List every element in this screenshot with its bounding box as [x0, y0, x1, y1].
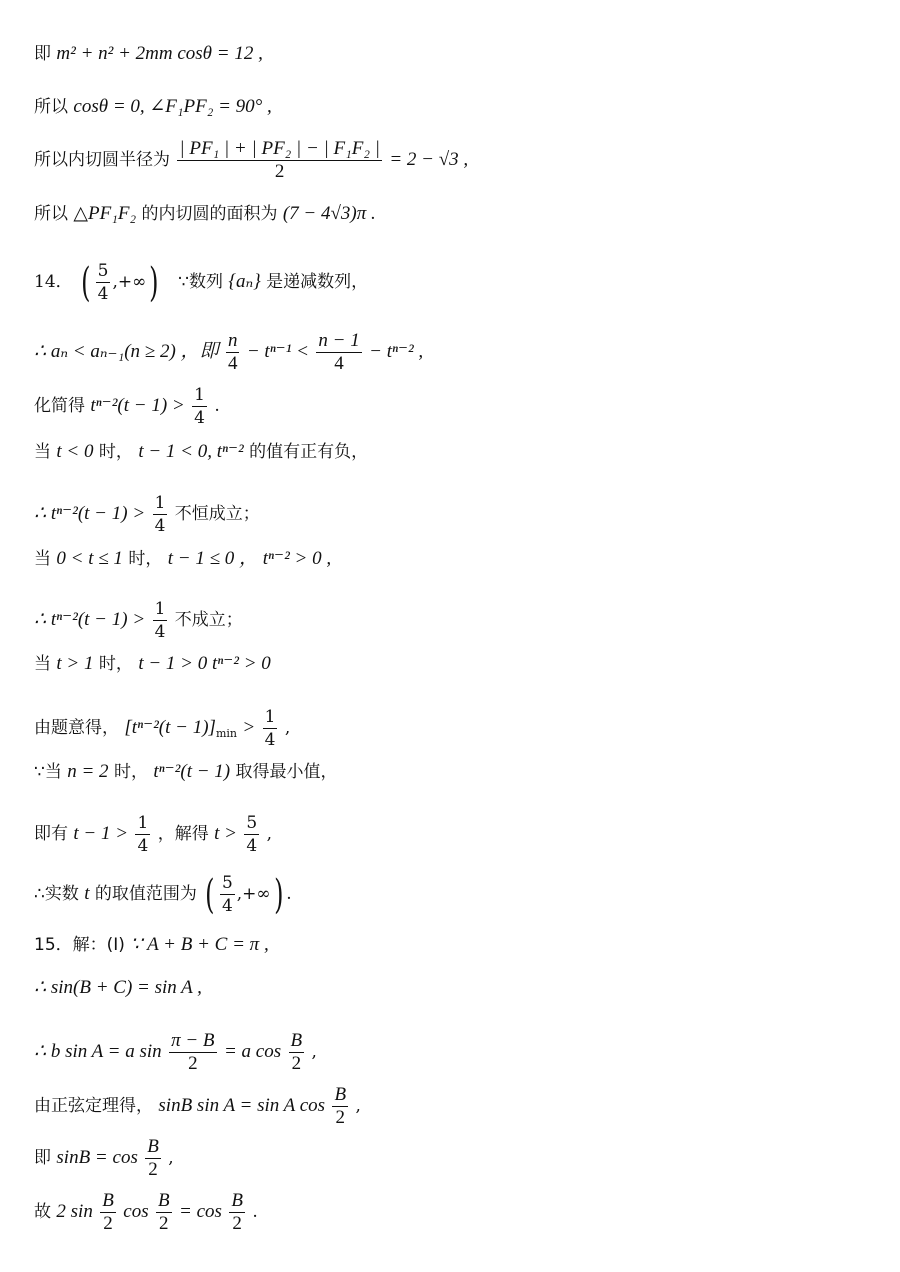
text: 当: [34, 654, 51, 674]
denominator: 2: [188, 1053, 198, 1074]
line-16: [34, 872, 292, 917]
line-1: [34, 44, 263, 64]
fraction: [289, 1030, 305, 1075]
denominator: 2: [159, 1213, 169, 1234]
numerator: 1: [264, 707, 276, 727]
text: 的内切圆的面积为: [141, 204, 278, 224]
fraction: [100, 1190, 116, 1235]
fraction: [244, 812, 259, 857]
question-number: 14．: [34, 272, 73, 292]
question-15-header: [34, 935, 269, 955]
fraction: [332, 1084, 348, 1129]
fraction: [192, 384, 207, 429]
numerator: π − B: [171, 1030, 215, 1051]
denominator: 4: [264, 730, 276, 750]
text: 的值有正有负，: [249, 442, 369, 462]
text: 由题意得，: [34, 718, 119, 738]
text: 取得最小值，: [235, 762, 338, 782]
comma: ,: [266, 824, 273, 844]
formula: cos: [123, 1201, 149, 1222]
formula: (7 − 4√3)π .: [282, 203, 376, 224]
line-22: [34, 1190, 258, 1235]
text: 即有: [34, 824, 68, 844]
line-12: [34, 654, 271, 674]
line-10: [34, 549, 331, 569]
text: 是递减数列，: [266, 272, 369, 292]
formula: m² + n² + 2mm cosθ = 12 ,: [56, 43, 263, 64]
numerator: B: [147, 1136, 159, 1157]
formula: sinB = cos: [56, 1147, 138, 1168]
denominator: 2: [103, 1213, 113, 1234]
denominator: 2: [274, 161, 285, 182]
denominator: 4: [334, 353, 344, 374]
fraction: [153, 598, 168, 643]
text: 即: [34, 44, 51, 64]
line-9: [34, 492, 260, 537]
numerator: 1: [137, 813, 149, 833]
line-11: [34, 598, 243, 643]
fraction: [169, 1030, 216, 1075]
formula: sinB sin A = sin A cos: [158, 1095, 326, 1116]
formula: − tⁿ⁻¹ <: [246, 341, 309, 362]
text: ∵数列: [178, 272, 223, 292]
numerator: | PF₁ | + | PF₂ | − | F₁F₂ |: [179, 138, 380, 159]
text: 时，: [98, 442, 133, 462]
numerator: 5: [97, 261, 109, 281]
period: .: [252, 1202, 258, 1222]
text: 当: [34, 442, 51, 462]
formula: ∴ aₙ < aₙ₋₁(n ≥ 2) ，即: [34, 341, 219, 362]
formula: − tⁿ⁻² ,: [369, 341, 424, 362]
text: ∴实数: [34, 884, 79, 904]
fraction: [263, 706, 278, 751]
fraction: [145, 1136, 161, 1181]
fraction: [226, 330, 240, 375]
text: 不成立；: [174, 610, 243, 630]
denominator: 2: [232, 1213, 242, 1234]
denominator: 4: [246, 836, 258, 856]
line-20: [34, 1084, 361, 1129]
text: 化简得: [34, 396, 85, 416]
subscript: min: [215, 727, 237, 740]
right-paren: ): [149, 259, 159, 306]
formula: = 2 − √3 ,: [389, 149, 469, 170]
answer-tail: ,+∞: [236, 884, 271, 904]
text: 时，: [98, 654, 133, 674]
fraction: [135, 812, 150, 857]
text: 时，: [113, 762, 148, 782]
numerator: B: [231, 1190, 243, 1211]
line-3: [34, 138, 468, 183]
line-13: [34, 706, 290, 751]
formula: 0 < t ≤ 1: [56, 548, 123, 569]
period: .: [214, 396, 220, 416]
formula: ∴ tⁿ⁻²(t − 1) >: [34, 503, 146, 524]
left-paren: (: [205, 871, 215, 918]
right-paren: ): [273, 871, 284, 918]
numerator: n: [227, 330, 238, 351]
numerator: 1: [194, 385, 205, 405]
comma: ,: [355, 1096, 361, 1116]
formula: △PF₁F₂: [73, 203, 137, 224]
numerator: B: [102, 1190, 114, 1211]
fraction: [177, 138, 382, 183]
text: 所以内切圆半径为: [34, 150, 170, 170]
fraction: [153, 492, 168, 537]
formula: ∵ A + B + C = π ,: [130, 934, 269, 955]
numerator: B: [290, 1030, 303, 1051]
denominator: 2: [148, 1159, 158, 1180]
denominator: 4: [154, 516, 166, 536]
denominator: 2: [291, 1053, 302, 1074]
text: 的取值范围为: [94, 884, 197, 904]
numerator: n − 1: [318, 330, 360, 351]
formula: = cos: [179, 1201, 222, 1222]
question-number: 15．解：(I): [34, 935, 125, 955]
period: .: [286, 884, 292, 904]
denominator: 4: [194, 408, 205, 428]
formula: t − 1 > 0 tⁿ⁻² > 0: [138, 653, 271, 674]
formula: t < 0: [56, 441, 94, 462]
numerator: B: [158, 1190, 170, 1211]
comma: ,: [168, 1148, 174, 1168]
line-8: [34, 442, 368, 462]
formula: {aₙ}: [228, 271, 261, 292]
denominator: 4: [154, 622, 166, 642]
formula: n = 2: [67, 761, 109, 782]
formula: t − 1 < 0, tⁿ⁻²: [138, 441, 244, 462]
line-4: [34, 204, 376, 224]
denominator: 4: [227, 353, 238, 374]
denominator: 2: [335, 1107, 345, 1128]
text: 不恒成立；: [174, 504, 260, 524]
formula: tⁿ⁻²(t − 1) >: [90, 395, 185, 416]
formula: t: [84, 883, 90, 904]
fraction: [316, 330, 361, 375]
fraction: [96, 260, 111, 305]
comma: ,: [284, 718, 291, 738]
text: 当: [34, 549, 51, 569]
denominator: 4: [221, 896, 233, 916]
denominator: 4: [97, 284, 109, 304]
denominator: 4: [137, 836, 149, 856]
text: ∵当: [34, 762, 62, 782]
fraction: [220, 872, 235, 917]
formula: = a cos: [223, 1041, 282, 1062]
text: 所以: [34, 97, 68, 117]
formula: t − 1 ≤ 0 ， tⁿ⁻² > 0 ,: [167, 548, 332, 569]
line-6: [34, 330, 423, 375]
fraction: [229, 1190, 245, 1235]
formula: ∴ tⁿ⁻²(t − 1) >: [34, 609, 146, 630]
formula: ∴ b sin A = a sin: [34, 1041, 162, 1062]
text: 由正弦定理得，: [34, 1096, 153, 1116]
numerator: 5: [246, 813, 258, 833]
comma: ,: [311, 1042, 317, 1062]
line-7: [34, 384, 220, 429]
numerator: 5: [221, 873, 233, 893]
line-19: [34, 1030, 317, 1075]
line-18: [34, 978, 202, 998]
text: 所以: [34, 204, 68, 224]
fraction: [156, 1190, 172, 1235]
formula: cosθ = 0, ∠F₁PF₂ = 90° ,: [73, 96, 272, 117]
formula: ∴ sin(B + C) = sin A ,: [34, 977, 202, 998]
question-14-header: [34, 260, 368, 305]
formula: [tⁿ⁻²(t − 1)]: [124, 717, 216, 738]
text: 即: [34, 1148, 51, 1168]
numerator: 1: [154, 493, 166, 513]
text: 故: [34, 1202, 51, 1222]
line-15: [34, 812, 272, 857]
formula: t > 1: [56, 653, 94, 674]
numerator: 1: [154, 599, 166, 619]
formula: >: [242, 717, 256, 738]
text: 时，: [128, 549, 163, 569]
line-14: [34, 762, 338, 782]
numerator: B: [334, 1084, 347, 1105]
answer-tail: ,+∞: [112, 272, 147, 292]
formula: tⁿ⁻²(t − 1): [153, 761, 231, 782]
formula: t >: [214, 823, 237, 844]
formula: 2 sin: [56, 1201, 93, 1222]
line-21: [34, 1136, 174, 1181]
line-2: [34, 97, 272, 117]
left-paren: (: [81, 259, 91, 306]
text: ，解得: [157, 824, 209, 844]
formula: t − 1 >: [73, 823, 129, 844]
